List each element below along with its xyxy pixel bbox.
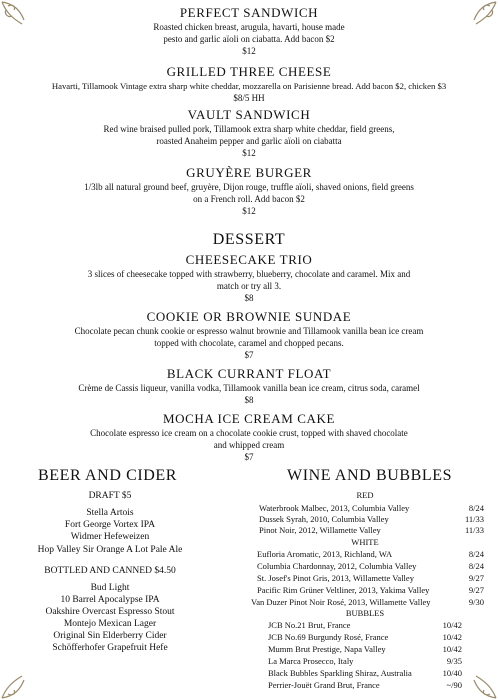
- item-title: BLACK CURRANT FLOAT: [166, 366, 332, 381]
- wine-section-title: WINE AND BUBBLES: [287, 467, 453, 484]
- item-title: VAULT SANDWICH: [187, 107, 311, 122]
- bottled-label: BOTTLED AND CANNED $4.50: [44, 566, 176, 576]
- wine-name: Waterbrook Malbec, 2013, Columbia Valley: [259, 503, 410, 513]
- wine-price: 10/42: [442, 620, 462, 630]
- wine-price: 11/33: [464, 514, 484, 524]
- wine-name: Dussek Syrah, 2010, Columbia Valley: [259, 514, 389, 524]
- beer-item: Fort George Vortex IPA: [64, 520, 156, 530]
- wine-name: Eufloria Aromatic, 2013, Richland, WA: [257, 549, 393, 559]
- item-title: GRUYÈRE BURGER: [186, 165, 312, 180]
- wine-name: JCB No.69 Burgundy Rosé, France: [268, 632, 389, 642]
- wine-price: 8/24: [468, 561, 484, 571]
- item-title: MOCHA ICE CREAM CAKE: [163, 411, 335, 426]
- item-title: CHEESECAKE TRIO: [185, 252, 313, 267]
- wine-name: Columbia Chardonnay, 2012, Columbia Valley: [257, 561, 417, 571]
- beer-item: Schöfferhofer Grapefruit Hefe: [52, 643, 168, 653]
- wine-name: Pinot Noir, 2012, Willamette Valley: [259, 525, 381, 535]
- item-description: pesto and garlic aïoli on ciabatta. Add bacon $2: [163, 34, 335, 44]
- item-description: and whipped cream: [213, 440, 285, 450]
- wine-name: Perrier-Jouët Grand Brut, France: [268, 680, 380, 690]
- wine-name: JCB No.21 Brut, France: [268, 620, 351, 630]
- wine-price: 9/30: [468, 597, 484, 607]
- wine-name: Van Duzer Pinot Noir Rosé, 2013, Willamette Valley: [251, 597, 431, 607]
- item-title: GRILLED THREE CHEESE: [166, 64, 332, 79]
- wine-price: 9/27: [468, 573, 484, 583]
- beer-section-title: BEER AND CIDER: [38, 467, 178, 484]
- item-description: Havarti, Tillamook Vintage extra sharp white cheddar, mozzarella on Parisienne bread. Add bacon $2, chicken $3: [51, 81, 447, 91]
- item-description: topped with chocolate, caramel and chopped pecans.: [154, 338, 344, 348]
- wine-price: 9/35: [446, 656, 462, 666]
- white-label: WHITE: [351, 537, 379, 547]
- bubbles-label: BUBBLES: [345, 608, 385, 618]
- item-description: match or try all 3.: [216, 281, 282, 291]
- item-title: COOKIE OR BROWNIE SUNDAE: [146, 309, 352, 324]
- wine-price: 11/33: [464, 525, 484, 535]
- beer-item: Montejo Mexican Lager: [63, 619, 157, 629]
- beer-item: Hop Valley Sir Orange A Lot Pale Ale: [37, 545, 183, 555]
- item-description: Chocolate pecan chunk cookie or espresso walnut brownie and Tillamook vanilla bean ice cream: [74, 326, 424, 336]
- wine-price: 10/42: [442, 644, 462, 654]
- item-price: $7: [244, 350, 254, 360]
- section-title: DESSERT: [212, 231, 286, 248]
- beer-item: Stella Artois: [86, 508, 134, 518]
- item-price: $8: [244, 293, 254, 303]
- wine-name: La Marca Prosecco, Italy: [268, 656, 354, 666]
- wine-name: St. Josef's Pinot Gris, 2013, Willamette Valley: [257, 573, 414, 583]
- wine-price: 10/42: [442, 632, 462, 642]
- wine-price: 8/24: [468, 549, 484, 559]
- item-description: Roasted chicken breast, arugula, havarti, house made: [153, 22, 345, 32]
- beer-item: Original Sin Elderberry Cider: [53, 631, 167, 641]
- item-description: Chocolate espresso ice cream on a chocolate cookie crust, topped with shaved chocolate: [90, 428, 408, 438]
- wine-name: Black Bubbles Sparkling Shiraz, Australia: [268, 668, 412, 678]
- corner-ornament-icon: [462, 670, 498, 700]
- wine-name: Pacific Rim Grüner Veltliner, 2013, Yakima Valley: [257, 585, 430, 595]
- wine-price: 10/40: [442, 668, 462, 678]
- item-price: $12: [242, 46, 256, 56]
- item-description: Crème de Cassis liqueur, vanilla vodka, Tillamook vanilla bean ice cream, citrus soda, caramel: [78, 383, 420, 393]
- red-label: RED: [356, 490, 374, 500]
- item-price: $12: [242, 148, 256, 158]
- item-price: $7: [244, 452, 254, 462]
- item-price: $8: [244, 395, 254, 405]
- draft-label: DRAFT $5: [88, 491, 132, 501]
- item-title: PERFECT SANDWICH: [179, 5, 319, 20]
- item-description: Red wine braised pulled pork, Tillamook extra sharp white cheddar, field greens,: [103, 124, 395, 134]
- wine-price: 9/27: [468, 585, 484, 595]
- beer-item: Widmer Hefeweizen: [70, 532, 150, 542]
- corner-ornament-icon: [0, 670, 36, 700]
- item-description: on a French roll. Add bacon $2: [193, 194, 305, 204]
- item-description: roasted Anaheim pepper and garlic aïoli on ciabatta: [156, 136, 342, 146]
- item-description: 1/3lb all natural ground beef, gruyère, Dijon rouge, truffle aïoli, shaved onions, field greens: [84, 182, 414, 192]
- item-price: $8/5 HH: [233, 93, 265, 103]
- item-price: $12: [242, 206, 256, 216]
- beer-item: Bud Light: [90, 583, 130, 593]
- item-description: 3 slices of cheesecake topped with strawberry, blueberry, chocolate and caramel. Mix and: [87, 269, 411, 279]
- wine-price: ~/90: [446, 680, 462, 690]
- wine-price: 8/24: [468, 503, 484, 513]
- wine-name: Mumm Brut Prestige, Napa Valley: [268, 644, 386, 654]
- beer-item: Oakshire Overcast Espresso Stout: [45, 607, 175, 617]
- beer-item: 10 Barrel Apocalypse IPA: [60, 595, 160, 605]
